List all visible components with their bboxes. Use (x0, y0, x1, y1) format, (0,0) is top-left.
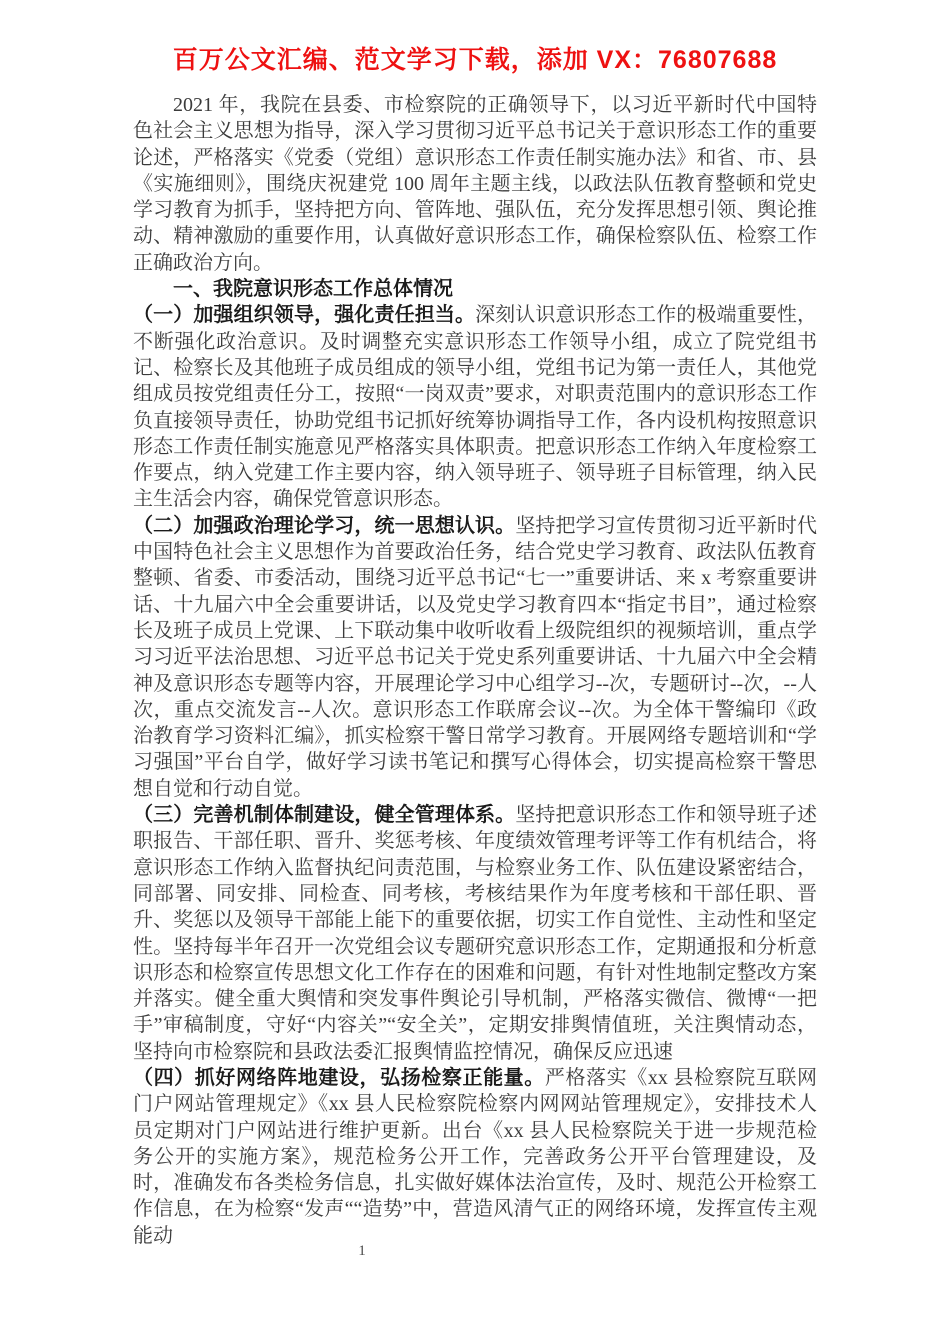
section-paragraph-4 (133, 1065, 817, 1249)
document-body (133, 92, 817, 1249)
section-paragraph-1 (133, 302, 817, 512)
section-heading: 一、我院意识形态工作总体情况 (173, 278, 453, 301)
section-3-body: 坚持把意识形态工作和领导班子述职报告、干部任职、晋升、奖惩考核、年度绩效管理考评等工作有机结合，将意识形态工作纳入监督执纪问责范围，与检察业务工作、队伍建设紧密结合，同部署、同安排、同检查、同考核，考核结果作为年度考核和干部任职、晋升、奖惩以及领导干部能上能下的重要依据，切实工作自觉性、主动性和坚定性。坚持每半年召开一次党组会议专题研究意识形态工作，定期通报和分析意识形态和检察宣传思想文化工作存在的困难和问题，有针对性地制定整改方案并落实。健全重大舆情和突发事件舆论引导机制，严格落实微信、微博“一把手”审稿制度，守好“内容关”“安全关”，定期安排舆情值班，关注舆情动态，坚持向市检察院和县政法委汇报舆情监控情况，确保反应迅速 (133, 804, 818, 1063)
section-1-body: 深刻认识意识形态工作的极端重要性，不断强化政治意识。及时调整充实意识形态工作领导小组，成立了院党组书记、检察长及其他班子成员组成的领导小组，党组书记为第一责任人，其他党组成员按党组责任分工，按照“一岗双责”要求，对职责范围内的意识形态工作负直接领导责任，协助党组书记抓好统筹协调指导工作，各内设机构按照意识形态工作责任制实施意见严格落实具体职责。把意识形态工作纳入年度检察工作要点，纳入党建工作主要内容，纳入领导班子、领导班子目标管理，纳入民主生活会内容，确保党管意识形态。 (133, 304, 818, 511)
header-ad-text: 百万公文汇编、范文学习下载，添加 VX：76807688 (172, 46, 778, 74)
section-2-lead: （二）加强政治理论学习，统一思想认识。 (133, 514, 516, 537)
section-2-body: 坚持把学习宣传贯彻习近平新时代中国特色社会主义思想作为首要政治任务，结合党史学习教育、政法队伍教育整顿、省委、市委活动，围绕习近平总书记“七一”重要讲话、来 x 考察重要讲话、十九届六中全会重要讲话，以及党史学习教育四本“指定书目”，通过检察长及班子成员上党课、上下联动集中收听收看上级院组织的视频培训，重点学习习近平法治思想、习近平总书记关于党史系列重要讲话、十九届六中全会精神及意识形态专题等内容，开展理论学习中心组学习--次，专题研讨--次，--人次，重点交流发言--人次。意识形态工作联席会议--次。为全体干警编印《政治教育学习资料汇编》，抓实检察干警日常学习教育。开展网络专题培训和“学习强国”平台自学，做好学习读书笔记和撰写心得体会，切实提高检察干警思想自觉和行动自觉。 (133, 514, 818, 800)
section-4-lead: （四）抓好网络阵地建设，弘扬检察正能量。 (133, 1066, 545, 1089)
section-paragraph-2 (133, 513, 817, 802)
section-3-lead: （三）完善机制体制建设，健全管理体系。 (133, 804, 516, 827)
section-1-lead: （一）加强组织领导，强化责任担当。 (133, 304, 476, 327)
intro-paragraph: 2021 年，我院在县委、市检察院的正确领导下，以习近平新时代中国特色社会主义思想为指导，深入学习贯彻习近平总书记关于意识形态工作的重要论述，严格落实《党委（党组）意识形态工作责任制实施办法》和省、市、县《实施细则》，围绕庆祝建党 100 周年主题主线，以政法队伍教育整顿和党史学习教育为抓手，坚持把方向、管阵地、强队伍，充分发挥思想引领、舆论推动、精神激励的重要作用，认真做好意识形态工作，确保检察队伍、检察工作正确政治方向。 (133, 94, 817, 274)
page-number: 1 (358, 1243, 366, 1259)
section-4-body: 严格落实《xx 县检察院互联网门户网站管理规定》《xx 县人民检察院检察内网网站管理规定》，安排技术人员定期对门户网站进行维护更新。出台《xx 县人民检察院关于进一步规范检务公开的实施方案》，规范检务公开工作，完善政务公开平台管理建设，及时，准确发布各类检务信息，扎实做好媒体法治宣传，及时、规范公开检察工作信息，在为检察“发声““造势”中，营造风清气正的网络环境，发挥宣传主观能动 (133, 1066, 817, 1247)
section-paragraph-3 (133, 802, 817, 1065)
